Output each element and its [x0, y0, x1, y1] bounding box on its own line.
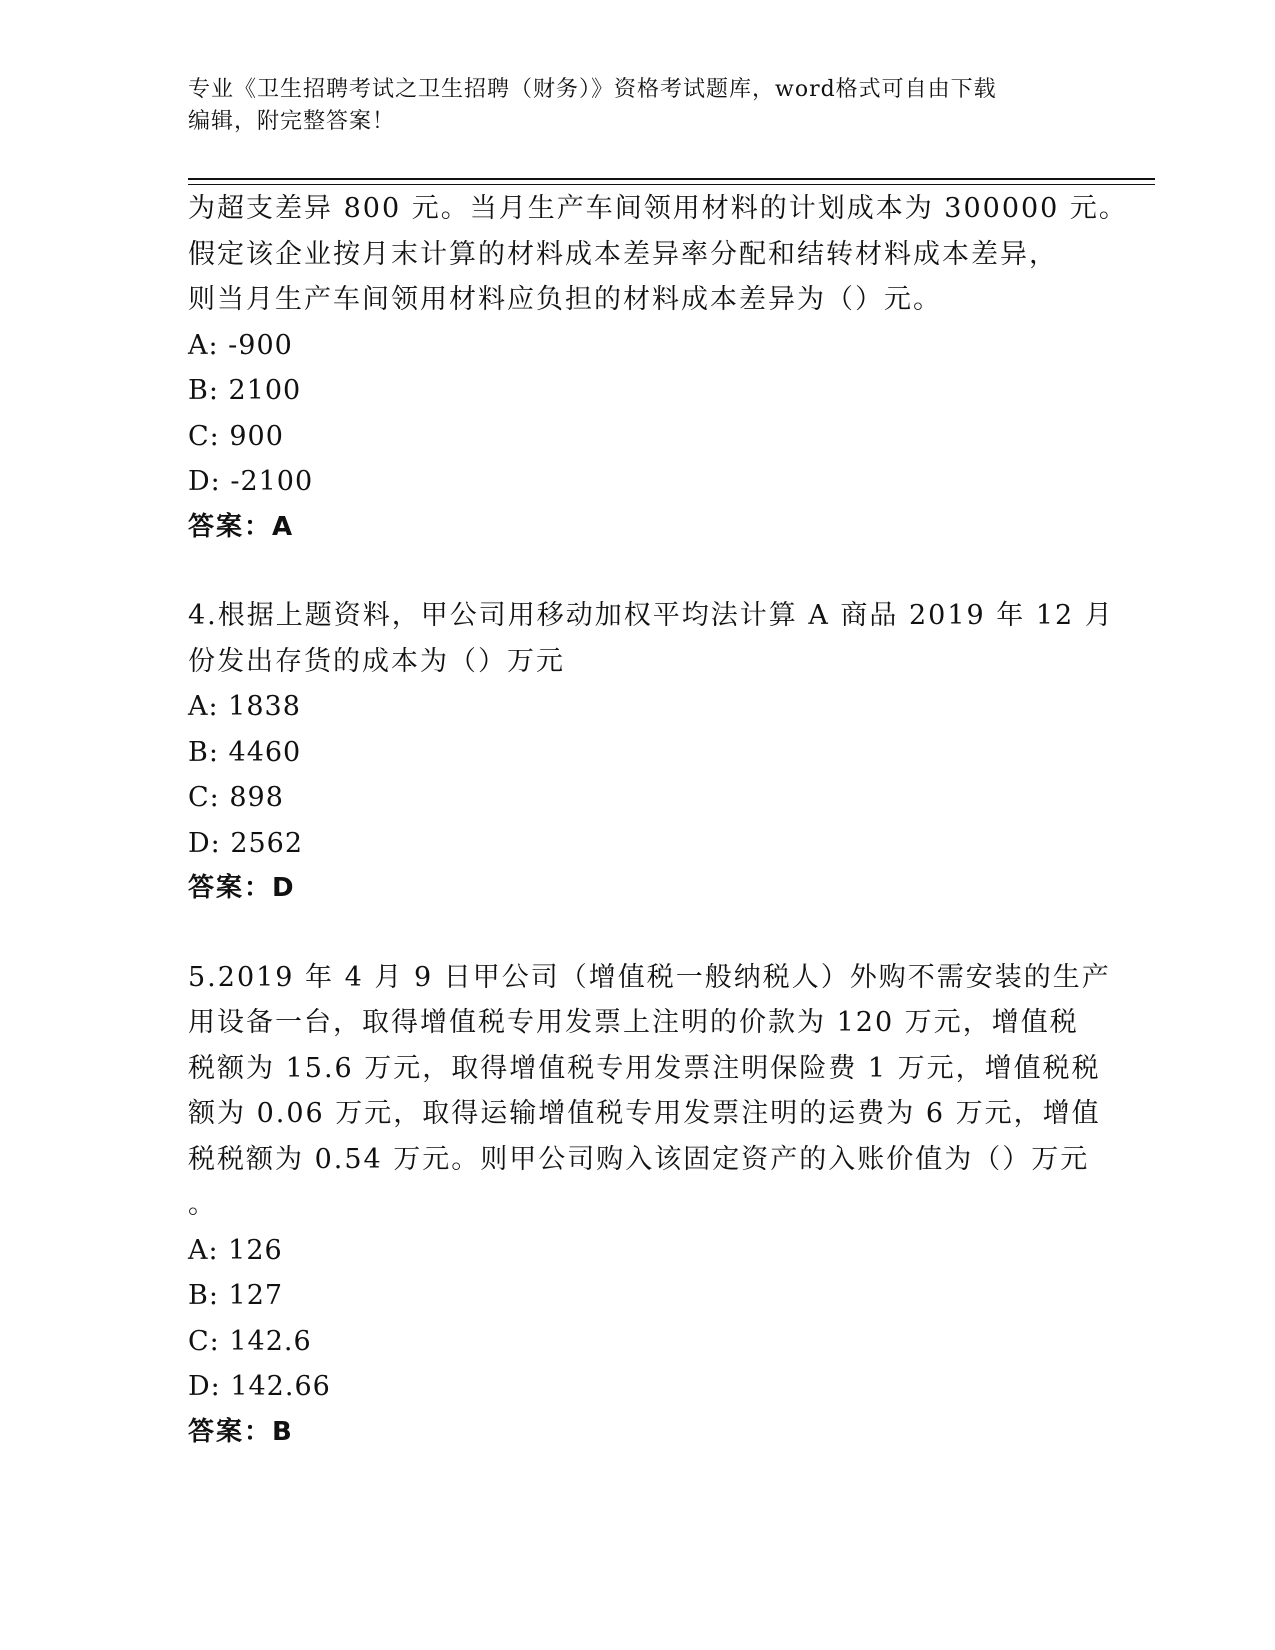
question-5-option-d: D: 142.66	[188, 1371, 331, 1402]
question-3-answer: 答案：A	[188, 511, 295, 542]
question-3-option-d: D: -2100	[188, 466, 314, 497]
question-3-option-b: B: 2100	[188, 375, 302, 406]
question-5-option-c: C: 142.6	[188, 1325, 312, 1357]
header-rule-thin	[188, 184, 1155, 185]
question-4	[188, 593, 1114, 912]
question-4-option-c: C: 898	[188, 782, 284, 813]
question-5-text-line-3: 税额为 15.6 万元，取得增值税专用发票注明保险费 1 万元，增值税税	[188, 1052, 1101, 1084]
header-line-1: 专业《卫生招聘考试之卫生招聘（财务）》资格考试题库，word格式可自由下载	[188, 77, 997, 102]
question-4-text-line-1: 4.根据上题资料，甲公司用移动加权平均法计算 A 商品 2019 年 12 月	[188, 600, 1114, 631]
question-4-text-line-2: 份发出存货的成本为（）万元	[188, 645, 565, 677]
question-content	[188, 186, 1128, 1455]
question-5-text-line-4: 额为 0.06 万元，取得运输增值税专用发票注明的运费为 6 万元，增值	[188, 1098, 1101, 1129]
question-4-answer: 答案：D	[188, 873, 296, 903]
question-5-text-line-6: 。	[188, 1189, 217, 1220]
question-5-answer: 答案：B	[188, 1416, 294, 1447]
question-3-text-line-3: 则当月生产车间领用材料应负担的材料成本差异为（）元。	[188, 284, 942, 315]
question-3-option-a: A: -900	[188, 329, 293, 361]
question-4-option-b: B: 4460	[188, 736, 302, 768]
header-rule-thick	[188, 178, 1155, 180]
question-5-option-b: B: 127	[188, 1280, 284, 1311]
document-header	[188, 74, 1088, 138]
question-5-text-line-5: 税税额为 0.54 万元。则甲公司购入该固定资产的入账价值为（）万元	[188, 1143, 1090, 1175]
question-4-option-d: D: 2562	[188, 827, 304, 859]
question-3	[188, 186, 1128, 550]
question-5-option-a: A: 126	[188, 1234, 283, 1266]
question-5	[188, 955, 1111, 1456]
question-5-text-line-2: 用设备一台，取得增值税专用发票上注明的价款为 120 万元，增值税	[188, 1007, 1079, 1038]
header-line-2: 编辑，附完整答案！	[188, 109, 396, 134]
question-4-option-a: A: 1838	[188, 691, 301, 722]
question-5-text-line-1: 5.2019 年 4 月 9 日甲公司（增值税一般纳税人）外购不需安装的生产	[188, 961, 1111, 993]
spacer	[188, 550, 1088, 593]
spacer	[188, 912, 1088, 955]
question-3-option-c: C: 900	[188, 420, 284, 452]
question-3-text-line-1: 为超支差异 800 元。当月生产车间领用材料的计划成本为 300000 元。	[188, 193, 1128, 224]
question-3-text-line-2: 假定该企业按月末计算的材料成本差异率分配和结转材料成本差异，	[188, 238, 1058, 270]
